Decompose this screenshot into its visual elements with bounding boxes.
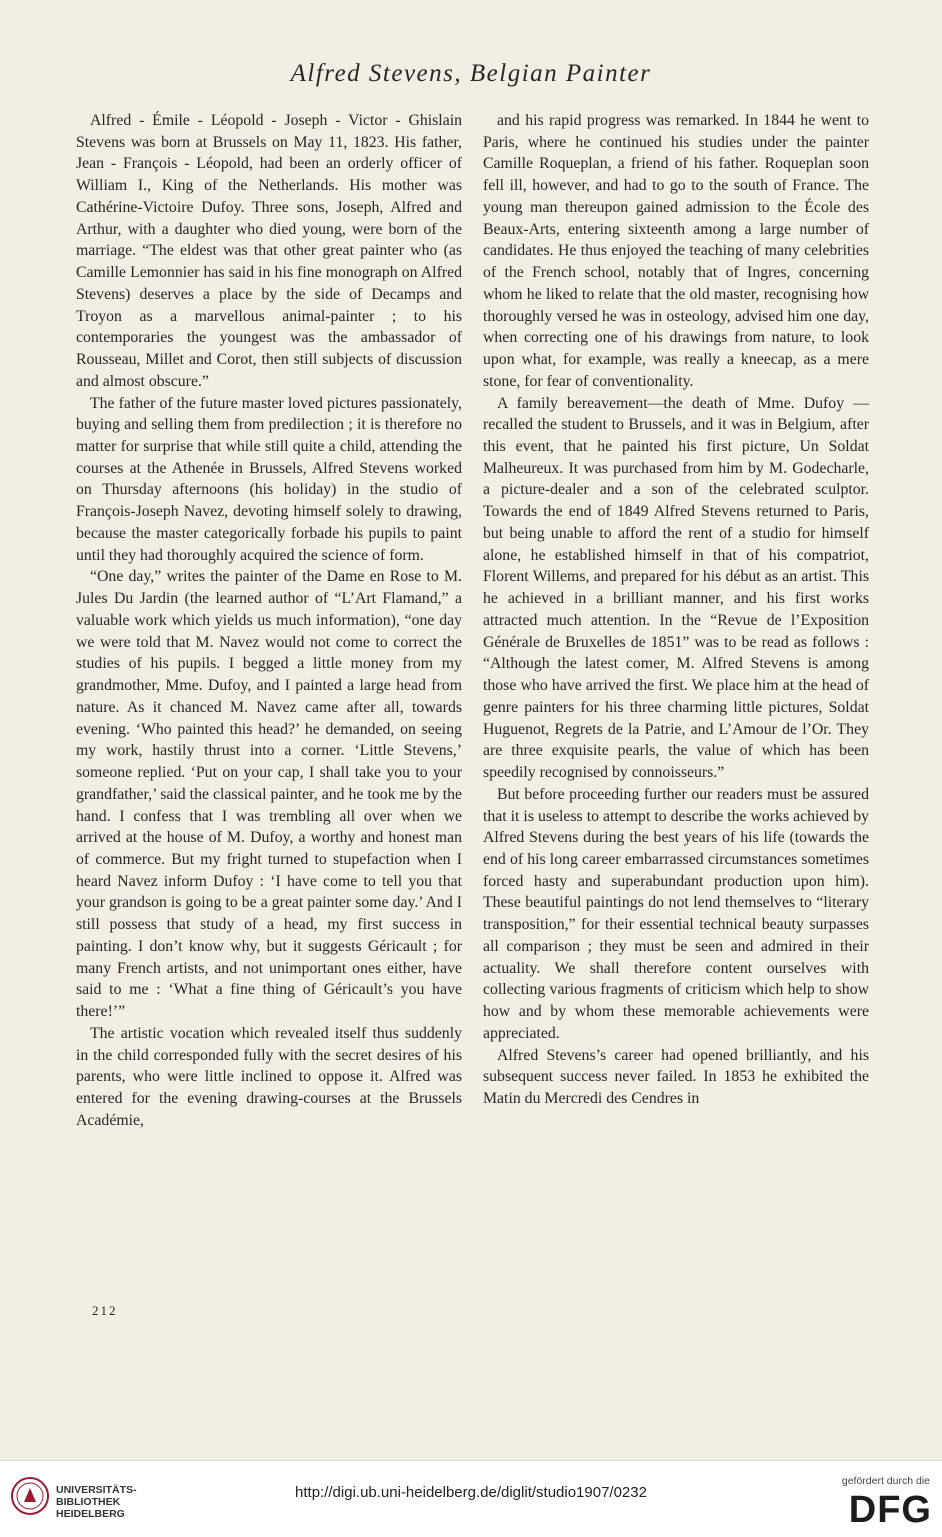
page-number: 212 xyxy=(92,1303,118,1318)
institution-line: HEIDELBERG xyxy=(56,1508,125,1520)
paragraph: A family bereavement—the death of Mme. Dufoy —recalled the student to Brussels, and it was in Belgium, after this event, that he painted his first picture, Un Soldat Malheureux. It was purchased from him by M. Godecharle, a picture-dealer and a son of the celebrated sculptor. Towards the end of 1849 Alfred Stevens returned to Paris, but being unable to afford the rent of a studio for himself alone, he established himself in that of his compatriot, Florent Willems, and prepared for his début as an artist. This he achieved in a brilliant manner, and his first works attracted much attention. In the “Revue de l’Exposition Générale de Bruxelles de 1851” was to be read as follows : “Although the latest comer, M. Alfred Stevens is among those who have arrived the first. We place him at the head of genre painters for his three charming little pictures, Soldat Huguenot, Regrets de la Patrie, and L’Amour de l’Or. They are three exquisite pearls, the value of which has been speedily recognised by connoisseurs.” xyxy=(483,394,869,782)
page-title: Alfred Stevens, Belgian Painter xyxy=(290,60,652,87)
right-column xyxy=(483,110,869,1110)
paragraph: and his rapid progress was remarked. In 1844 he went to Paris, where he continued his studies under the painter Camille Roqueplan, a friend of his father. Roqueplan soon fell ill, however, and had to go to the south of France. The young man thereupon gained admission to the École des Beaux-Arts, entering sixteenth among a large number of candidates. He thus enjoyed the teaching of many celebrities of the French school, notably that of Ingres, concerning whom he liked to relate that the old master, recognising how thoroughly versed he was in osteology, advised him one day, when correcting one of his drawings from nature, to look upon what, for example, was really a kneecap, as a mere stone, for fear of conventionality. xyxy=(483,112,869,390)
paragraph: The father of the future master loved pictures passionately, buying and selling them from predilection ; it is therefore no matter for surprise that while still quite a child, attending the courses at the Athenée in Brussels, Alfred Stevens worked on Thursday afternoons (his holiday) in the studio of François-Joseph Navez, devoting himself solely to drawing, because the master categorically forbade his pupils to paint until they had thoroughly acquired the science of form. xyxy=(76,394,462,564)
paragraph: Alfred - Émile - Léopold - Joseph - Victor - Ghislain Stevens was born at Brussels on May 11, 1823. His father, Jean - François - Léopold, had been an orderly officer of William I., King of the Netherlands. His mother was Cathérine-Victoire Dufoy. Three sons, Joseph, Alfred and Arthur, with a daughter who died young, were born of the marriage. “The eldest was that other great painter who (as Camille Lemonnier has said in his fine monograph on Alfred Stevens) deserves a place by the side of Decamps and Troyon as a marvellous animal-painter ; to his contemporaries the youngest was the ambassador of Rousseau, Millet and Corot, then still subjects of discussion and almost obscure.” xyxy=(76,112,462,390)
footer-bar xyxy=(0,1460,942,1537)
institution-line: BIBLIOTHEK xyxy=(56,1496,121,1508)
left-column xyxy=(76,110,462,1132)
dfg-logo: DFG xyxy=(848,1489,932,1531)
paragraph: But before proceeding further our readers must be assured that it is useless to attempt to describe the works achieved by Alfred Stevens during the best years of his life (towards the end of his long career embarrassed circumstances sometimes forced hasty and superabundant production upon him). These beautiful paintings do not lend themselves to “literary transposition,” for their essential technical beauty surpasses all comparison ; they must be seen and admired in their actuality. We shall therefore content ourselves with collecting various fragments of criticism which help to show how and by whom these memorable achievements were appreciated. xyxy=(483,785,869,1042)
paragraph: Alfred Stevens’s career had opened brilliantly, and his subsequent success never failed. In 1853 he exhibited the Matin du Mercredi des Cendres in xyxy=(483,1046,869,1108)
paragraph: “One day,” writes the painter of the Dame en Rose to M. Jules Du Jardin (the learned author of “L’Art Flamand,” a valuable work which yields us much information), “one day we were told that M. Navez would not come to correct the studies of his pupils. I begged a little money from my grandmother, Mme. Dufoy, and I painted a large head from nature. As it chanced M. Navez came after all, towards evening. ‘Who painted this head?’ he demanded, on seeing my work, hastily thrust into a corner. ‘Little Stevens,’ someone replied. ‘Put on your cap, I shall take you to your grandfather,’ said the classical painter, and he took me by the hand. I confess that I was trembling all over when we arrived at the house of M. Dufoy, a worthy and honest man of commerce. But my fright turned to stupefaction when I heard Navez inform Dufoy : ‘I have come to tell you that your grandson is going to be a great painter some day.’ And I still possess that study of a head, my first success in painting. I don’t know why, but it suggests Géricault ; for many French artists, and not unimportant ones either, have said to me : ‘What a fine thing of Géricault’s you have there!’” xyxy=(76,568,462,1021)
institution-line: UNIVERSITÄTS- xyxy=(56,1484,137,1496)
funding-caption: gefördert durch die xyxy=(841,1475,930,1487)
paragraph: The artistic vocation which revealed itself thus suddenly in the child corresponded fully with the secret desires of his parents, who were little inclined to oppose it. Alfred was entered for the evening drawing-courses at the Brussels Académie, xyxy=(76,1024,462,1129)
permalink-url[interactable]: http://digi.ub.uni-heidelberg.de/diglit/studio1907/0232 xyxy=(295,1484,647,1501)
